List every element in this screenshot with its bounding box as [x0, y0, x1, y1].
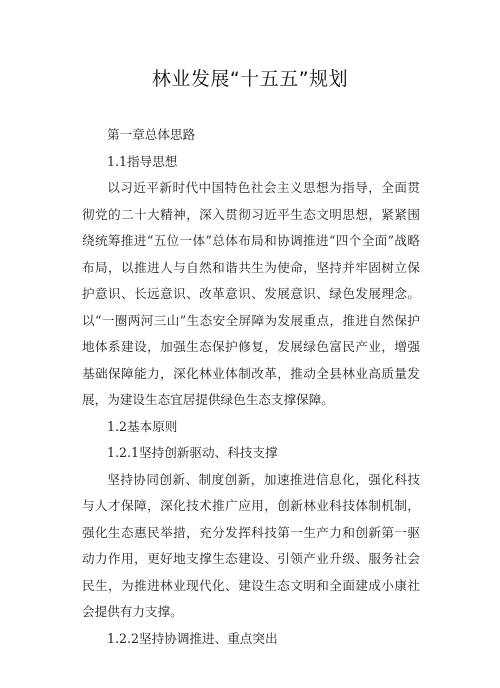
document-body: [82, 122, 420, 652]
subsection-heading-coordination: 1.2.2坚持协调推进、重点突出: [107, 630, 278, 646]
paragraph-guiding-ideology: 以习近平新时代中国特色社会主义思想为指导，全面贯彻党的二十大精神，深入贯彻习近平生态文明思想，紧紧围绕统筹推进“五位一体”总体布局和协调推进“四个全面”战略布局，以推进人与自然和谐共生为使命，坚持并牢固树立保护意识、长远意识、改革意识、发展意识、绿色发展理念。以“一圈两河三山”生态安全屏障为发展重点，推进自然保护地体系建设，加强生态保护修复，发展绿色富民产业，增强基础保障能力，深化林业体制改革，推动全县林业高质量发展，为建设生态宜居提供绿色生态支撑保障。: [82, 180, 420, 407]
chapter-heading: 第一章总体思路: [107, 127, 196, 142]
paragraph-innovation: 坚持协同创新、制度创新，加速推进信息化，强化科技与人才保障，深化技术推广应用，创新林业科技体制机制，强化生态惠民举措，充分发挥科技第一生产力和创新第一驱动力作用，更好地支撑生态建设、引领产业升级、服务社会民生，为推进林业现代化、建设生态文明和全面建成小康社会提供有力支撑。: [82, 471, 420, 619]
subsection-heading-innovation: 1.2.1坚持创新驱动、科技支撑: [107, 445, 278, 460]
section-heading-basic-principles: 1.2基本原则: [107, 418, 178, 434]
document-title: 林业发展“十五五”规划: [151, 68, 349, 90]
section-heading-guiding-ideology: 1.1指导思想: [107, 153, 178, 169]
